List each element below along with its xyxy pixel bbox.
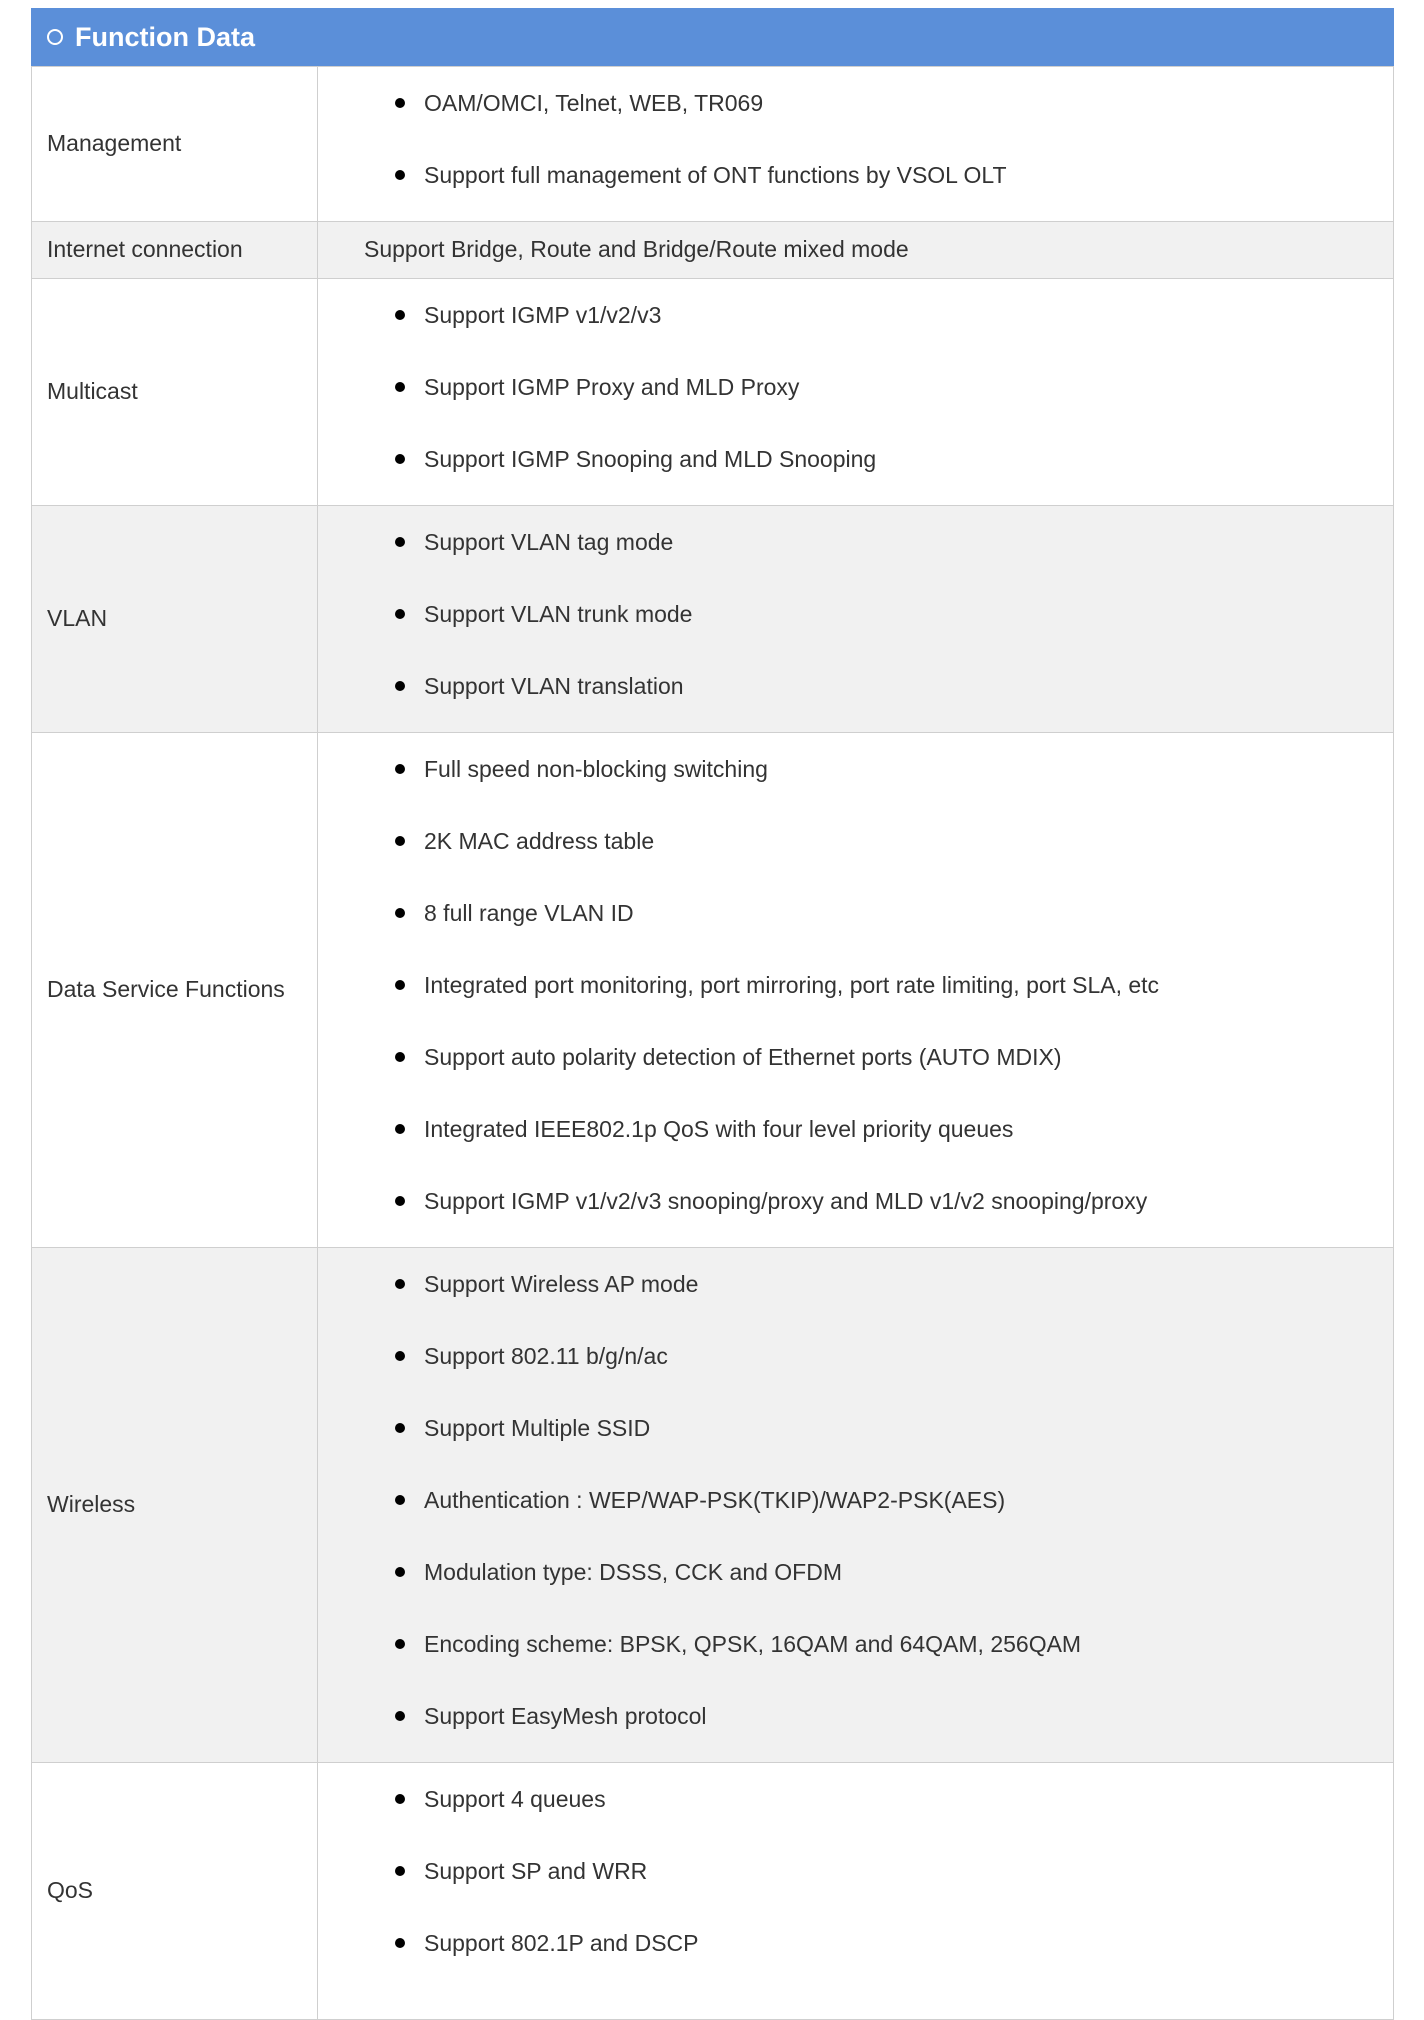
- list-item: Support 802.11 b/g/n/ac: [318, 1320, 1393, 1392]
- table-row: [32, 1248, 1394, 1763]
- table-row: [32, 279, 1394, 506]
- table-row: [32, 67, 1394, 222]
- list-item: Integrated IEEE802.1p QoS with four level priority queues: [318, 1093, 1393, 1165]
- list-item: Support VLAN tag mode: [318, 506, 1393, 578]
- list-item: Support IGMP Proxy and MLD Proxy: [318, 351, 1393, 423]
- row-label: Data Service Functions: [32, 733, 318, 1248]
- row-value: [318, 1248, 1394, 1763]
- table-row: [32, 506, 1394, 733]
- list-item: Full speed non-blocking switching: [318, 733, 1393, 805]
- section-title: Function Data: [75, 21, 255, 52]
- list-item: Support 802.1P and DSCP: [318, 1907, 1393, 1979]
- row-value: [318, 506, 1394, 733]
- function-data-section: [31, 8, 1394, 2020]
- row-label: Management: [32, 67, 318, 222]
- list-item: Support Multiple SSID: [318, 1392, 1393, 1464]
- list-item: OAM/OMCI, Telnet, WEB, TR069: [318, 67, 1393, 139]
- list-item: Support full management of ONT functions by VSOL OLT: [318, 139, 1393, 211]
- row-value: [318, 733, 1394, 1248]
- list-item: 2K MAC address table: [318, 805, 1393, 877]
- row-label: QoS: [32, 1763, 318, 2020]
- list-item: Support SP and WRR: [318, 1835, 1393, 1907]
- list-item: Support VLAN trunk mode: [318, 578, 1393, 650]
- list-item: Support 4 queues: [318, 1763, 1393, 1835]
- list-item: Modulation type: DSSS, CCK and OFDM: [318, 1536, 1393, 1608]
- row-label: Internet connection: [32, 222, 318, 279]
- function-data-table: [31, 66, 1394, 2020]
- list-item: Encoding scheme: BPSK, QPSK, 16QAM and 64QAM, 256QAM: [318, 1608, 1393, 1680]
- table-row: [32, 1763, 1394, 2020]
- table-row: [32, 222, 1394, 279]
- row-value: Support Bridge, Route and Bridge/Route mixed mode: [318, 222, 1394, 279]
- row-label: VLAN: [32, 506, 318, 733]
- list-item: Support IGMP Snooping and MLD Snooping: [318, 423, 1393, 495]
- row-value: [318, 279, 1394, 506]
- list-item: Authentication : WEP/WAP-PSK(TKIP)/WAP2-PSK(AES): [318, 1464, 1393, 1536]
- row-label: Wireless: [32, 1248, 318, 1763]
- list-item: 8 full range VLAN ID: [318, 877, 1393, 949]
- list-item: Support IGMP v1/v2/v3: [318, 279, 1393, 351]
- row-value: [318, 1763, 1394, 2020]
- list-item: Support auto polarity detection of Ethernet ports (AUTO MDIX): [318, 1021, 1393, 1093]
- section-header: [31, 8, 1394, 66]
- list-item: Support Wireless AP mode: [318, 1248, 1393, 1320]
- table-row: [32, 733, 1394, 1248]
- list-item: Integrated port monitoring, port mirroring, port rate limiting, port SLA, etc: [318, 949, 1393, 1021]
- row-value: [318, 67, 1394, 222]
- list-item: Support VLAN translation: [318, 650, 1393, 722]
- list-item: Support EasyMesh protocol: [318, 1680, 1393, 1752]
- row-label: Multicast: [32, 279, 318, 506]
- list-item: Support IGMP v1/v2/v3 snooping/proxy and MLD v1/v2 snooping/proxy: [318, 1165, 1393, 1237]
- circle-bullet-icon: [47, 29, 63, 45]
